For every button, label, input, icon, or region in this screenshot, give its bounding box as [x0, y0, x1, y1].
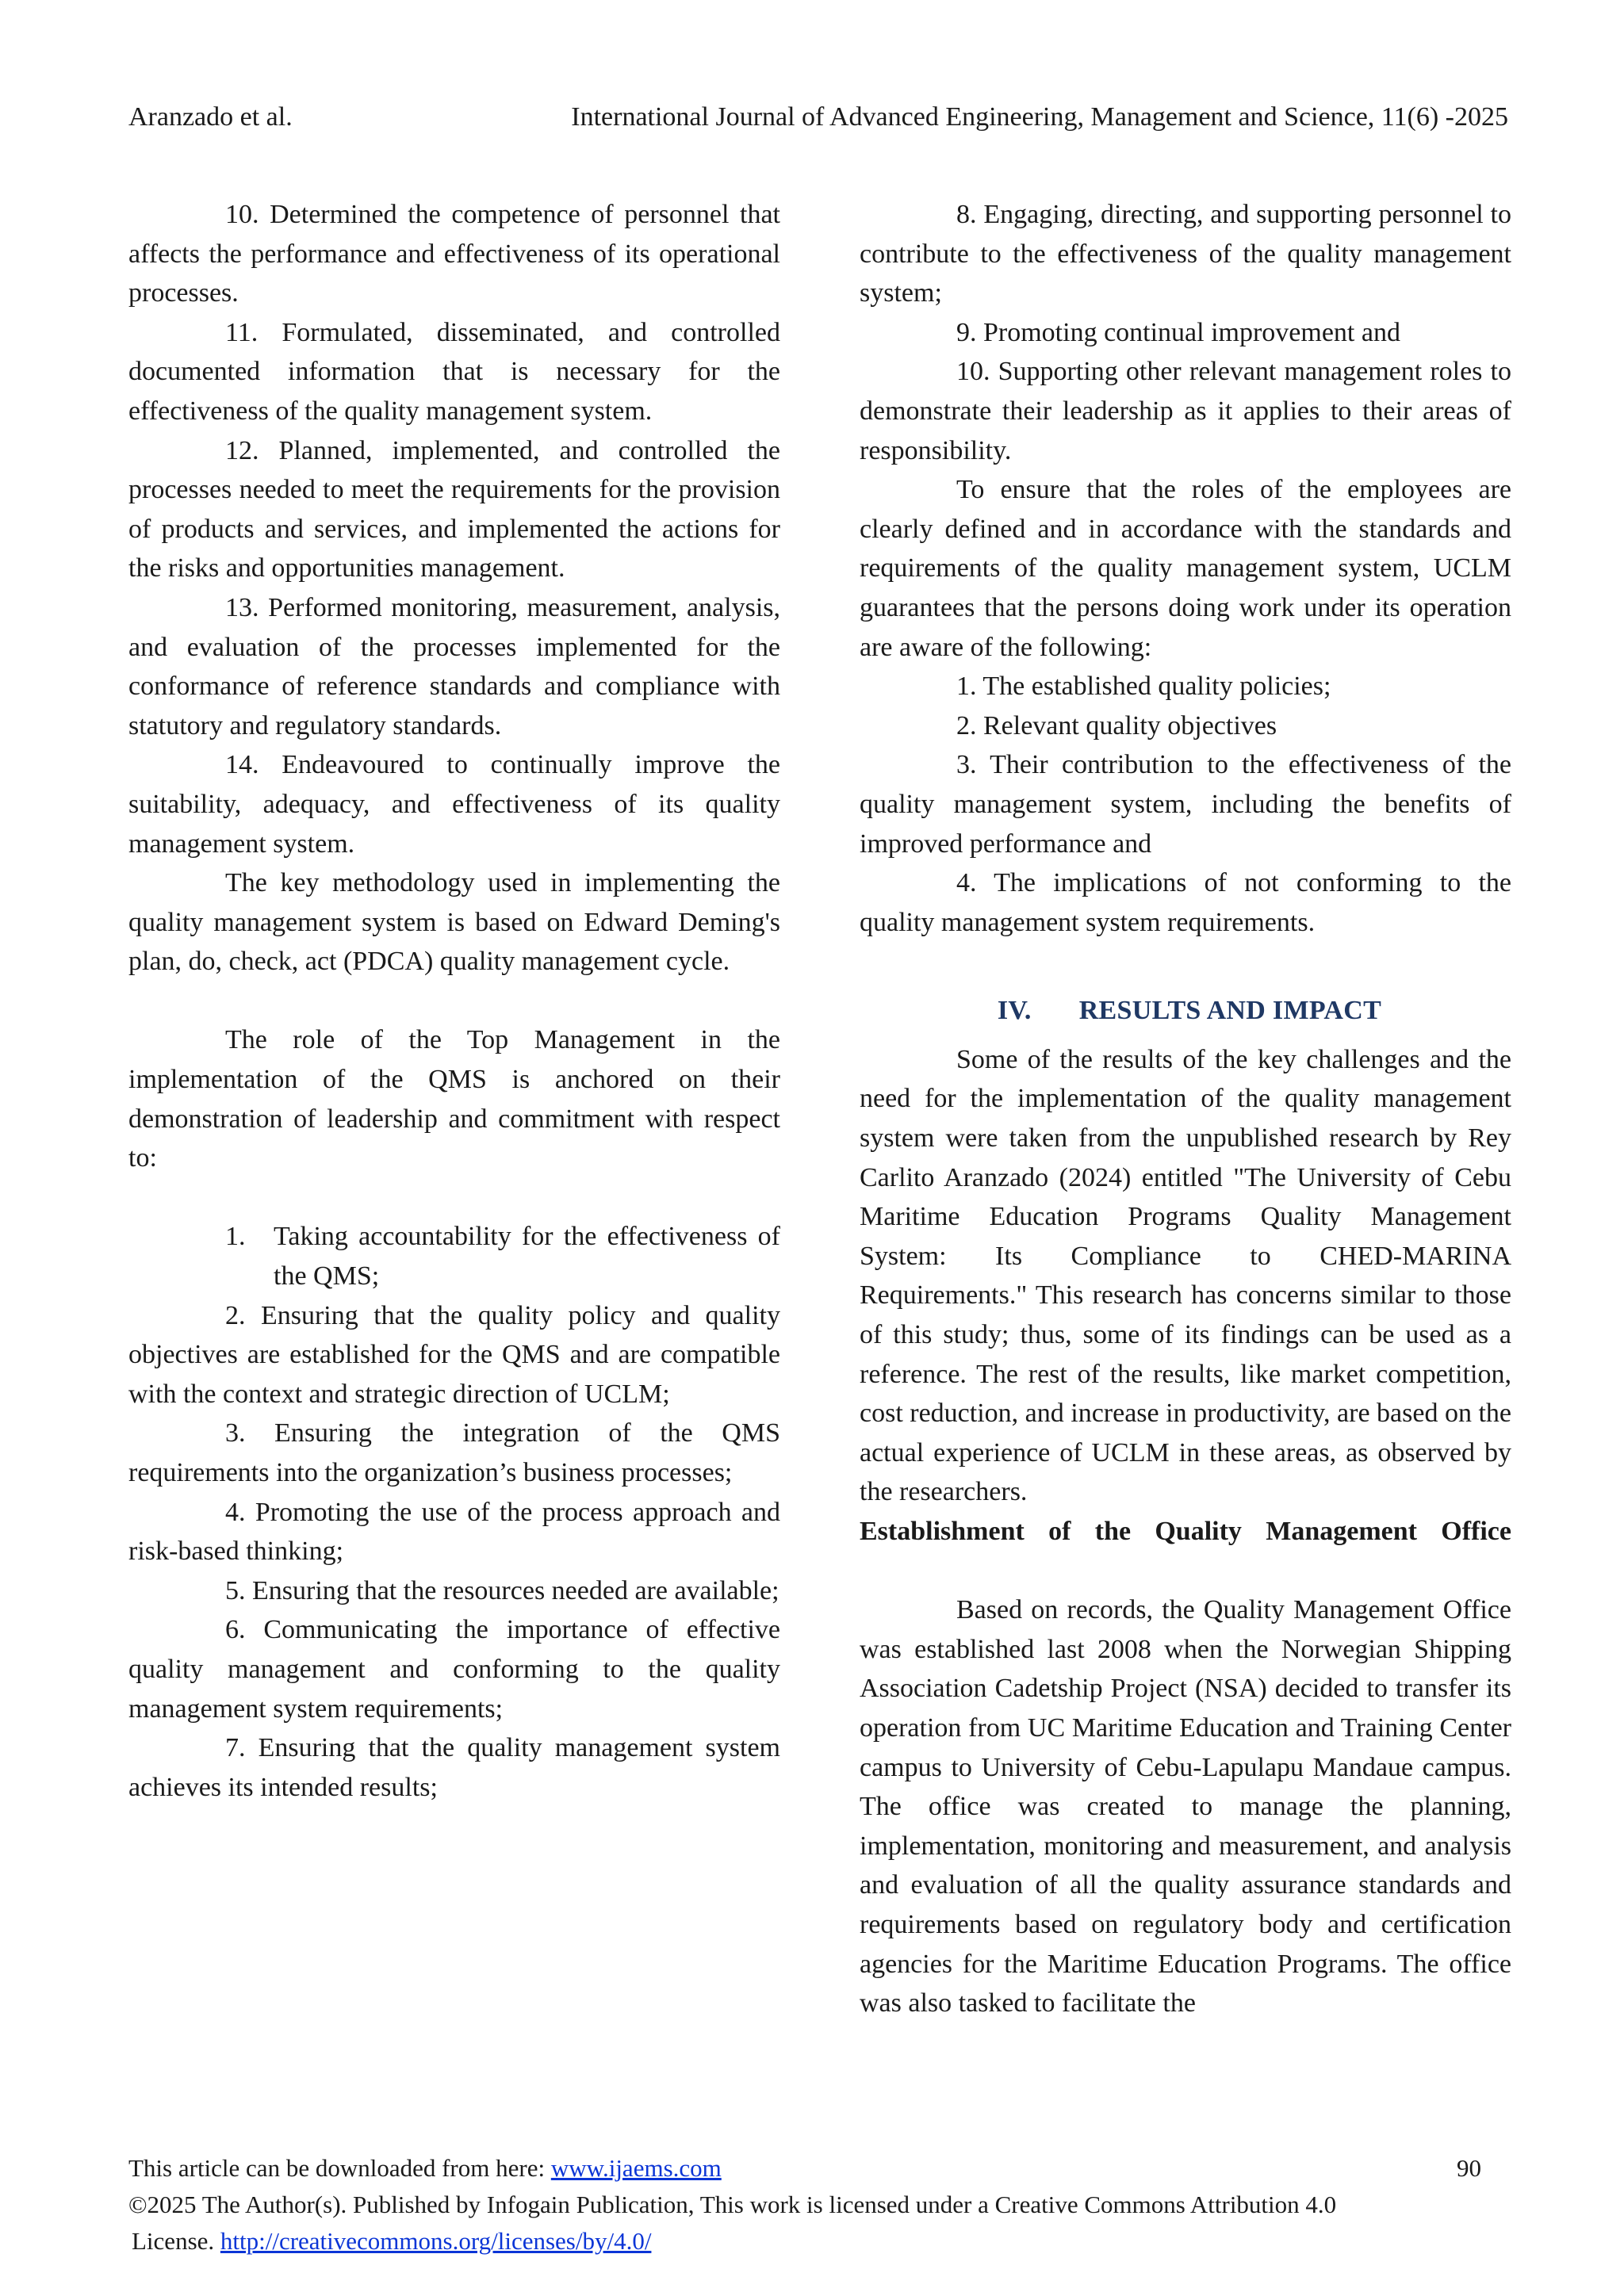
item-number: 1.	[225, 1222, 246, 1252]
header-journal: International Journal of Advanced Engineering, Management and Science, 11(6) -2025	[571, 102, 1508, 132]
section-number: IV.	[997, 996, 1032, 1026]
records-paragraph: Based on records, the Quality Management Office was established last 2008 when the Norwegian Shipping Association Cadetship Project (NSA) decided to transfer its operation from UC Maritime Education and Training Center campus to University of Cebu-Lapulapu Mandaue campus. The office was created to manage the planning, implementation, monitoring and measurement, and analysis and evaluation of all the quality assurance standards and requirements based on regulatory body and certification agencies for the Maritime Education Programs. The office was also tasked to facilitate the	[860, 1595, 1511, 2019]
license-prefix: License.	[132, 2227, 220, 2255]
awareness-item-4: 4. The implications of not conforming to the quality management system requirements.	[860, 868, 1511, 937]
list-item-12: 12. Planned, implemented, and controlled the processes needed to meet the requirements for the provision of products and services, and implemented the actions for the risks and opportunities management.	[128, 435, 780, 584]
spacer	[860, 1031, 1511, 1040]
leadership-item-6: 6. Communicating the importance of effective quality management and conforming to the quality management system requirements;	[128, 1615, 780, 1724]
left-column	[128, 195, 780, 1807]
spacer	[860, 942, 1511, 991]
leadership-item-1	[128, 1217, 780, 1295]
footer-download-row	[128, 2150, 1492, 2187]
leadership-item-9: 9. Promoting continual improvement and	[956, 317, 1400, 347]
leadership-item-5: 5. Ensuring that the resources needed are available;	[225, 1575, 779, 1605]
spacer	[860, 1552, 1511, 1591]
header-author: Aranzado et al.	[128, 102, 293, 132]
awareness-item-1: 1. The established quality policies;	[956, 672, 1331, 702]
employee-roles-paragraph: To ensure that the roles of the employees are clearly defined and in accordance with the standards and requirements of the quality management system, UCLM guarantees that the persons doing work under its operation are aware of the following:	[860, 475, 1511, 662]
page-number: 90	[1457, 2154, 1481, 2182]
leadership-item-2: 2. Ensuring that the quality policy and quality objectives are established for the QMS and are compatible with the context and strategic direction of UCLM;	[128, 1300, 780, 1409]
list-item-14: 14. Endeavoured to continually improve the suitability, adequacy, and effectiveness of its quality management system.	[128, 750, 780, 859]
list-item-11: 11. Formulated, disseminated, and controlled documented information that is necessary for the effectiveness of the quality management system.	[128, 317, 780, 426]
item-text: Taking accountability for the effectiveness of the QMS;	[274, 1222, 780, 1292]
license-link[interactable]: http://creativecommons.org/licenses/by/4.0/	[220, 2227, 652, 2255]
top-management-paragraph: The role of the Top Management in the implementation of the QMS is anchored on their demonstration of leadership and commitment with respect to:	[128, 1025, 780, 1173]
list-item-10: 10. Determined the competence of personnel that affects the performance and effectiveness of its operational processes.	[128, 200, 780, 308]
section-title: RESULTS AND IMPACT	[1078, 996, 1382, 1026]
page-footer	[128, 2150, 1492, 2260]
leadership-item-10: 10. Supporting other relevant management roles to demonstrate their leadership as it applies to their areas of responsibility.	[860, 357, 1511, 465]
download-text: This article can be downloaded from here:	[128, 2154, 551, 2182]
methodology-paragraph: The key methodology used in implementing the quality management system is based on Edward Deming's plan, do, check, act (PDCA) quality management cycle.	[128, 868, 780, 977]
journal-link[interactable]: www.ijaems.com	[550, 2154, 722, 2182]
spacer	[128, 1178, 780, 1218]
spacer	[128, 982, 780, 1021]
leadership-item-7: 7. Ensuring that the quality management system achieves its intended results;	[128, 1733, 780, 1802]
license-line	[128, 2223, 1492, 2260]
section-heading	[860, 991, 1511, 1031]
awareness-item-2: 2. Relevant quality objectives	[956, 710, 1277, 740]
awareness-item-3: 3. Their contribution to the effectiveness of the quality management system, including the benefits of improved performance and	[860, 750, 1511, 859]
leadership-item-3: 3. Ensuring the integration of the QMS requirements into the organization’s business processes;	[128, 1418, 780, 1487]
results-paragraph: Some of the results of the key challenges and the need for the implementation of the quality management system were taken from the unpublished research by Rey Carlito Aranzado (2024) entitled "The University of Cebu Maritime Education Programs Quality Management System: Its Compliance to CHED-MARINA Requirements." This research has concerns similar to those of this study; thus, some of its findings can be used as a reference. The rest of the results, like market competition, cost reduction, and increase in productivity, are based on the actual experience of UCLM in these areas, as observed by the researchers.	[860, 1044, 1512, 1507]
right-column	[860, 195, 1511, 2023]
leadership-item-4: 4. Promoting the use of the process approach and risk-based thinking;	[128, 1497, 780, 1567]
copyright-line: ©2025 The Author(s). Published by Infogain Publication, This work is licensed under a Creative Commons Attribution 4.0	[128, 2191, 1337, 2218]
list-item-13: 13. Performed monitoring, measurement, analysis, and evaluation of the processes implemented for the conformance of reference standards and compliance with statutory and regulatory standards.	[128, 592, 780, 740]
running-header	[128, 100, 1508, 135]
subsection-heading: Establishment of the Quality Management Office	[860, 1517, 1511, 1546]
leadership-item-8: 8. Engaging, directing, and supporting personnel to contribute to the effectiveness of the quality management system;	[860, 200, 1511, 308]
